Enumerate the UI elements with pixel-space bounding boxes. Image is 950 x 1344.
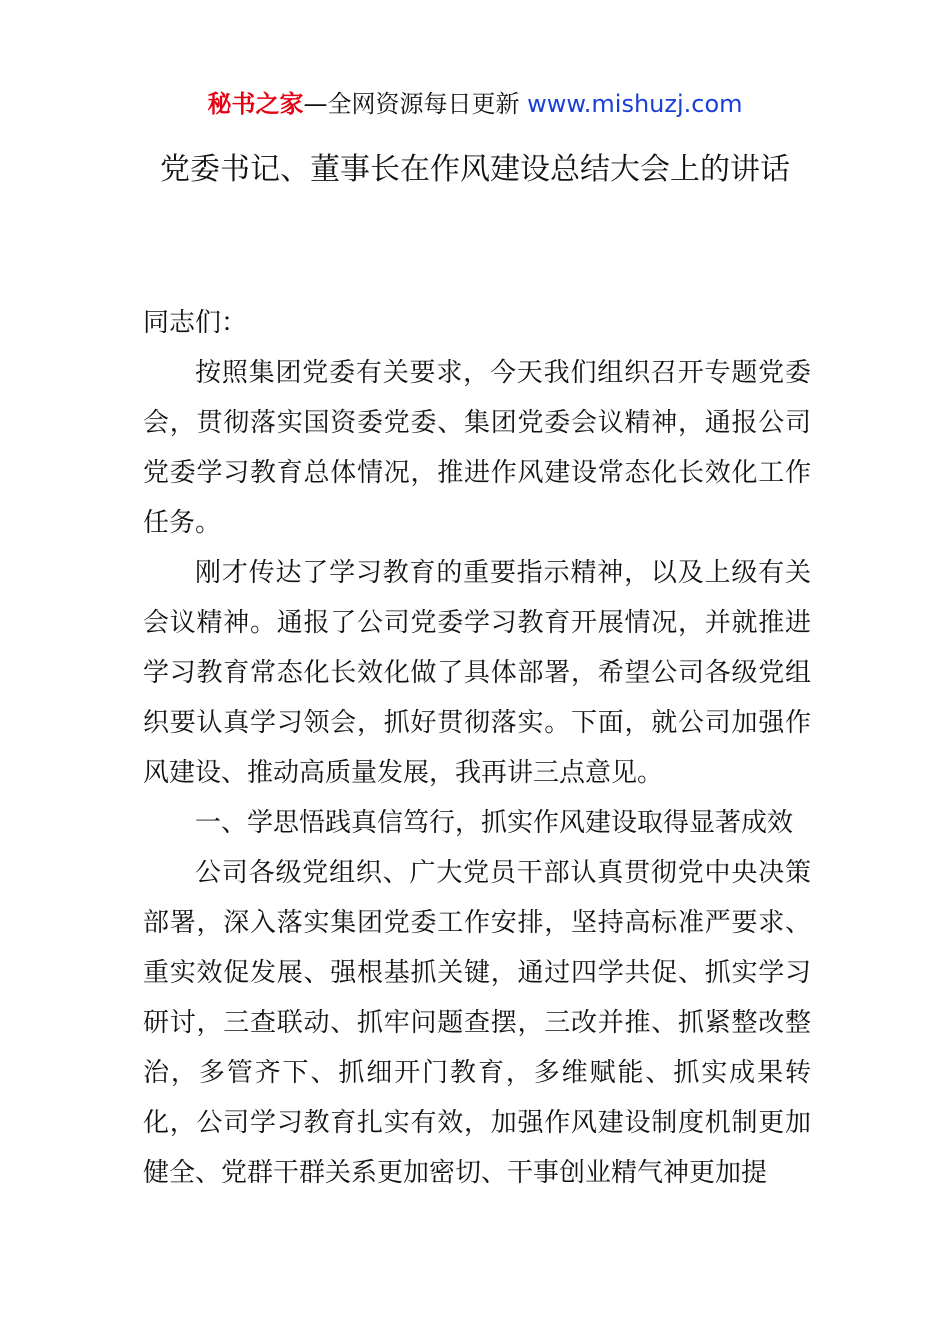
paragraph-overview: 刚才传达了学习教育的重要指示精神，以及上级有关会议精神。通报了公司党委学习教育开展情况，并就推进学习教育常态化长效化做了具体部署，希望公司各级党组织要认真学习领会，抓好贯彻落实。下面，就公司加强作风建设、推动高质量发展，我再讲三点意见。 [143, 558, 811, 788]
salutation: 同志们： [143, 308, 248, 338]
brand-name: 秘书之家 [207, 90, 304, 118]
site-banner [0, 86, 950, 122]
document-body [143, 298, 811, 1198]
section-paragraph-1: 公司各级党组织、广大党员干部认真贯彻党中央决策部署，深入落实集团党委工作安排，坚持高标准严要求、重实效促发展、强根基抓关键，通过四学共促、抓实学习研讨，三查联动、抓牢问题查摆，三改并推、抓紧整改整治，多管齐下、抓细开门教育，多维赋能、抓实成果转化，公司学习教育扎实有效，加强作风建设制度机制更加健全、党群干群关系更加密切、干事创业精气神更加提 [143, 858, 811, 1188]
paragraph-intro: 按照集团党委有关要求，今天我们组织召开专题党委会，贯彻落实国资委党委、集团党委会议精神，通报公司党委学习教育总体情况，推进作风建设常态化长效化工作任务。 [143, 358, 811, 538]
document-title: 党委书记、董事长在作风建设总结大会上的讲话 [160, 152, 790, 187]
banner-slogan: —全网资源每日更新 [303, 90, 528, 118]
section-heading-1: 一、学思悟践真信笃行，抓实作风建设取得显著成效 [195, 808, 794, 838]
site-url-link[interactable]: www.mishuzj.com [527, 90, 743, 118]
